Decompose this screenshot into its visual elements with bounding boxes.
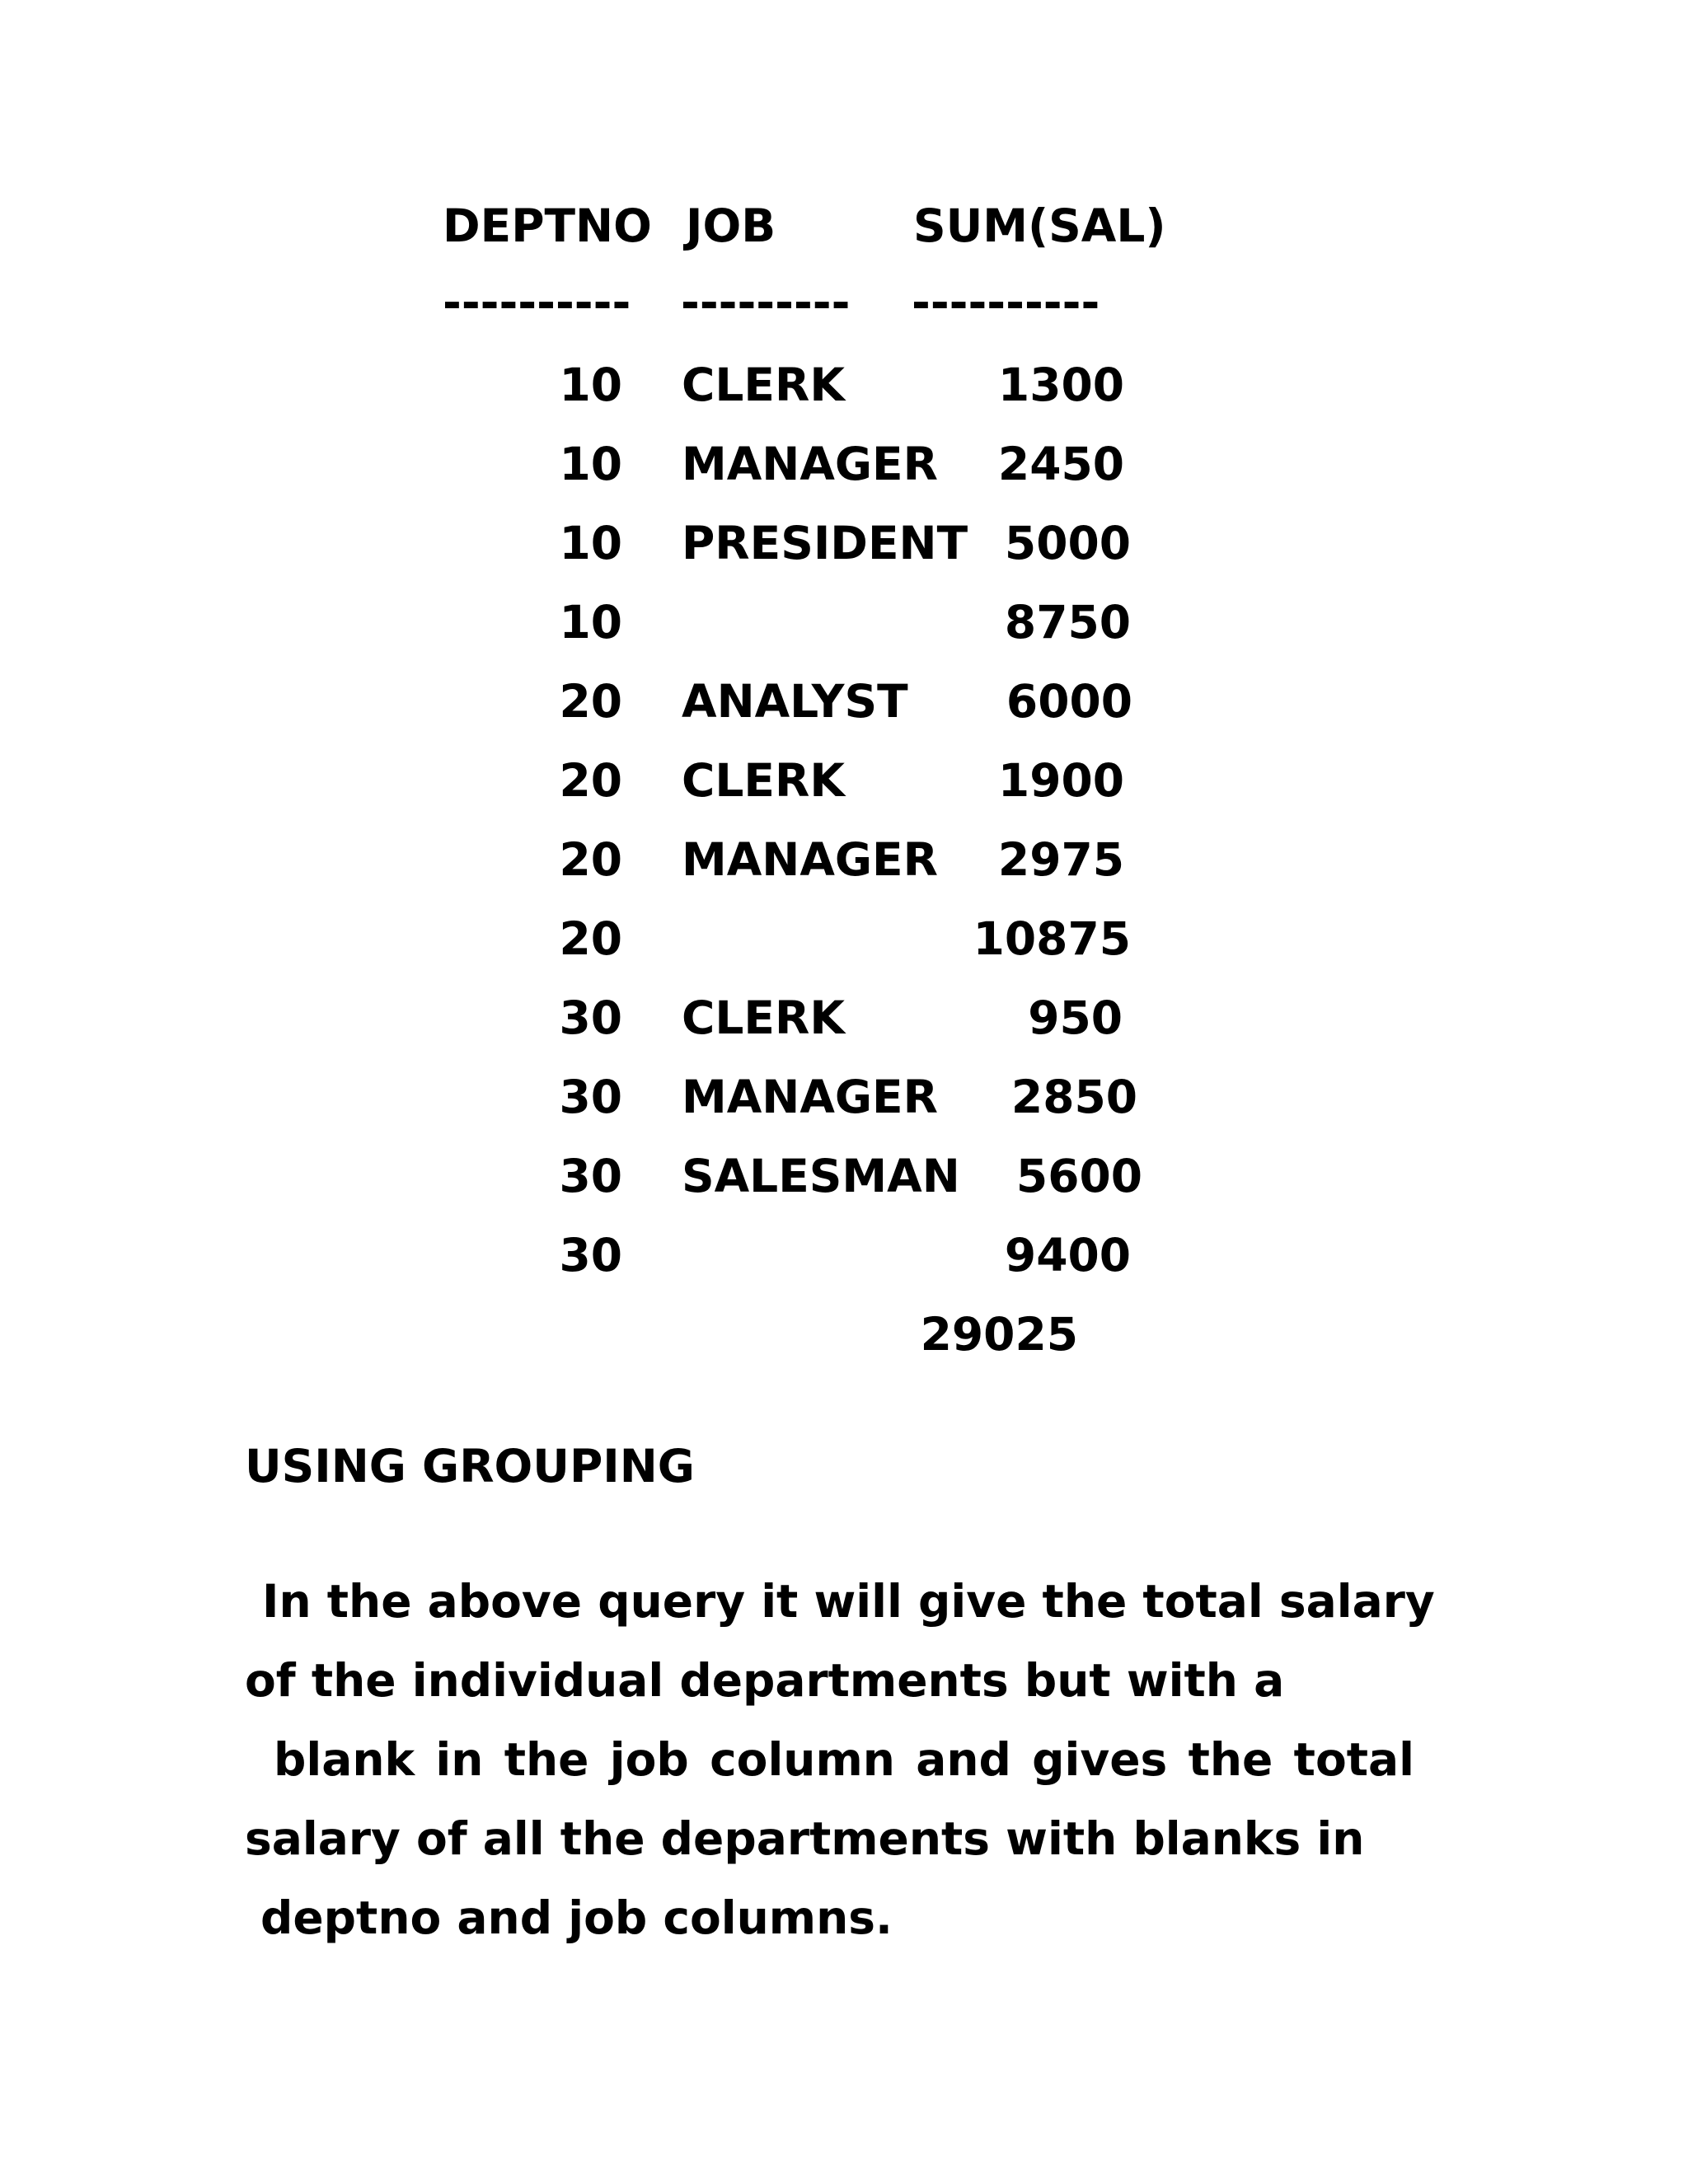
paragraph-line: deptno and job columns. (260, 1891, 893, 1944)
row-sum-sal: 5600 (1015, 1150, 1142, 1202)
header-underline-deptno: ---------- (443, 276, 631, 329)
row-job: CLERK (682, 754, 845, 807)
row-deptno: 20 (559, 912, 622, 965)
paragraph-line: In the above query it will give the total salary (262, 1575, 1435, 1628)
row-job: CLERK (682, 359, 845, 411)
paragraph-line: blank in the job column and gives the total (274, 1733, 1414, 1786)
row-job: CLERK (682, 991, 845, 1044)
row-sum-sal: 8750 (1004, 596, 1131, 649)
row-job: MANAGER (682, 1071, 938, 1123)
row-job: MANAGER (682, 833, 938, 886)
row-sum-sal: 2850 (1010, 1071, 1137, 1123)
row-deptno: 30 (559, 1150, 622, 1202)
column-header-sum-sal: SUM(SAL) (913, 199, 1166, 252)
header-underline-job: --------- (681, 276, 851, 329)
row-sum-sal: 2975 (997, 833, 1124, 886)
row-sum-sal: 6000 (1006, 675, 1132, 728)
row-sum-sal: 1300 (997, 359, 1124, 411)
row-job: MANAGER (682, 438, 938, 490)
paragraph-line: salary of all the departments with blanks in (245, 1812, 1365, 1865)
row-deptno: 10 (559, 596, 622, 649)
row-sum-sal: 2450 (997, 438, 1124, 490)
column-header-job: JOB (686, 199, 776, 252)
row-sum-sal: 10875 (973, 912, 1131, 965)
row-deptno: 30 (559, 991, 622, 1044)
row-deptno: 20 (559, 675, 622, 728)
row-deptno: 30 (559, 1071, 622, 1123)
row-deptno: 20 (559, 833, 622, 886)
row-deptno: 10 (559, 438, 622, 490)
row-job: ANALYST (682, 675, 908, 728)
row-deptno: 10 (559, 517, 622, 569)
row-sum-sal: 1900 (997, 754, 1124, 807)
column-header-deptno: DEPTNO (443, 199, 652, 252)
header-underline-sum-sal: ---------- (912, 276, 1100, 329)
row-sum-sal: 950 (1028, 991, 1123, 1044)
row-job: PRESIDENT (682, 517, 968, 569)
row-sum-sal: 5000 (1004, 517, 1131, 569)
paragraph-line: of the individual departments but with a (245, 1654, 1285, 1707)
row-sum-sal: 9400 (1004, 1229, 1131, 1282)
row-deptno: 10 (559, 359, 622, 411)
row-deptno: 20 (559, 754, 622, 807)
row-job: SALESMAN (682, 1150, 960, 1202)
section-heading: USING GROUPING (245, 1440, 695, 1493)
row-deptno: 30 (559, 1229, 622, 1282)
grand-total-sum-sal: 29025 (920, 1308, 1078, 1361)
